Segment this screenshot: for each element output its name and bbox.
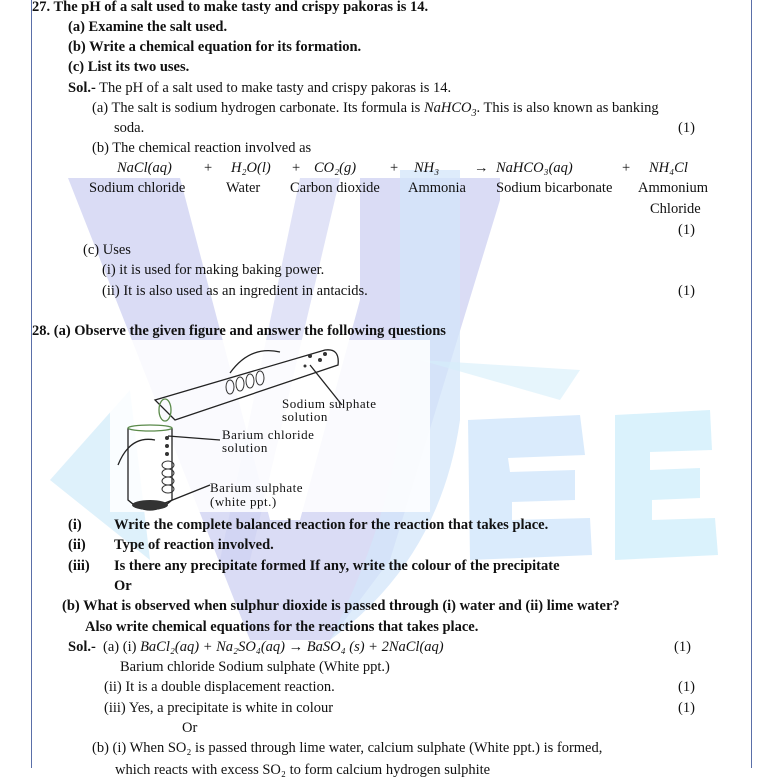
eq-op: + [204, 160, 213, 176]
marks: (1) [678, 700, 695, 716]
eq-term: NH₄Cl [649, 160, 688, 176]
sol-label: Sol.- [68, 80, 96, 96]
solution-27-a-cont: soda. [114, 120, 145, 136]
solution-27-c: (c) Uses [83, 242, 131, 258]
solution-28-a1-names: Barium chloride Sodium sulphate (White ppt.) [120, 659, 390, 675]
question-27-part-b: (b) Write a chemical equation for its formation. [68, 39, 362, 55]
solution-28-b1: (b) (i) When SO₂ is passed through lime water, calcium sulphate (White ppt.) is formed, [92, 740, 603, 756]
sol-text: The pH of a salt used to make tasty and crispy pakoras is 14. [99, 80, 452, 96]
or-text: Or [114, 578, 132, 594]
eq-name: Water [226, 180, 261, 196]
sub-question: Is there any precipitate formed If any, write the colour of the precipitate [114, 558, 560, 574]
text: (a) The salt is sodium hydrogen carbonate. Its formula is [92, 100, 424, 116]
sub-question: Write the complete balanced reaction for the reaction that takes place. [114, 517, 549, 533]
marks: (1) [674, 639, 691, 655]
question-28-b-cont: Also write chemical equations for the reactions that takes place. [85, 619, 479, 635]
sub-num: (iii) [68, 558, 90, 574]
question-27-part-c: (c) List its two uses. [68, 59, 190, 75]
eq-name: Carbon dioxide [290, 180, 380, 196]
eq-term: CO₂(g) [314, 160, 357, 176]
solution-or: Or [182, 720, 198, 736]
label-barium-chloride: Barium chloride [222, 427, 315, 442]
label-sodium-sulphate-2: solution [282, 409, 328, 424]
sub-question: Type of reaction involved. [114, 537, 274, 553]
question-28: 28. (a) Observe the given figure and answer the following questions [32, 323, 446, 339]
eq-name: Sodium chloride [89, 180, 186, 196]
eq-name: Ammonium [638, 180, 709, 196]
sol-label: Sol.- [68, 639, 96, 655]
marks: (1) [678, 222, 695, 238]
marks: (1) [678, 283, 695, 299]
formula: BaCl₂(aq) + Na₂SO₄(aq) → BaSO₄ (s) + 2NaCl(aq) [140, 639, 444, 655]
eq-term: NaHCO₃(aq) [496, 160, 573, 176]
marks: (1) [678, 679, 695, 695]
label-sodium-sulphate: Sodium sulphate [282, 396, 377, 411]
text: . This is also known as banking [476, 100, 659, 116]
sub-num: (ii) [68, 537, 86, 553]
solution-28-b2: which reacts with excess SO₂ to form calcium hydrogen sulphite [115, 762, 491, 778]
solution-27-intro [68, 79, 451, 97]
question-27-part-a: (a) Examine the salt used. [68, 19, 228, 35]
solution-28-a2: (ii) It is a double displacement reaction. [104, 679, 335, 695]
eq-arrow: → [474, 160, 489, 176]
eq-op: + [622, 160, 631, 176]
question-27: 27. The pH of a salt used to make tasty and crispy pakoras is 14. [32, 0, 429, 15]
solution-28-a1 [68, 638, 444, 656]
question-28-b: (b) What is observed when sulphur dioxide is passed through (i) water and (ii) lime water? [62, 598, 620, 614]
eq-term: NaCl(aq) [117, 160, 172, 176]
text: (a) (i) [103, 639, 141, 655]
solution-27-b: (b) The chemical reaction involved as [92, 140, 312, 156]
eq-name: Chloride [650, 201, 701, 217]
eq-term: NH₃ [414, 160, 440, 176]
label-barium-chloride-2: solution [222, 440, 268, 455]
use-item: (ii) It is also used as an ingredient in antacids. [102, 283, 368, 299]
eq-op: + [292, 160, 301, 176]
eq-name: Sodium bicarbonate [496, 180, 613, 196]
sub-num: (i) [68, 517, 82, 533]
eq-term: H₂O(l) [231, 160, 271, 176]
label-barium-sulphate-2: (white ppt.) [210, 494, 277, 509]
use-item: (i) it is used for making baking power. [102, 262, 325, 278]
marks: (1) [678, 120, 695, 136]
eq-op: + [390, 160, 399, 176]
solution-27-a [92, 99, 659, 123]
figure-test-tubes [110, 340, 430, 512]
formula: NaHCO$_3$ [423, 100, 477, 119]
label-barium-sulphate: Barium sulphate [210, 480, 304, 495]
eq-name: Ammonia [408, 180, 466, 196]
solution-28-a3: (iii) Yes, a precipitate is white in colour [104, 700, 334, 716]
